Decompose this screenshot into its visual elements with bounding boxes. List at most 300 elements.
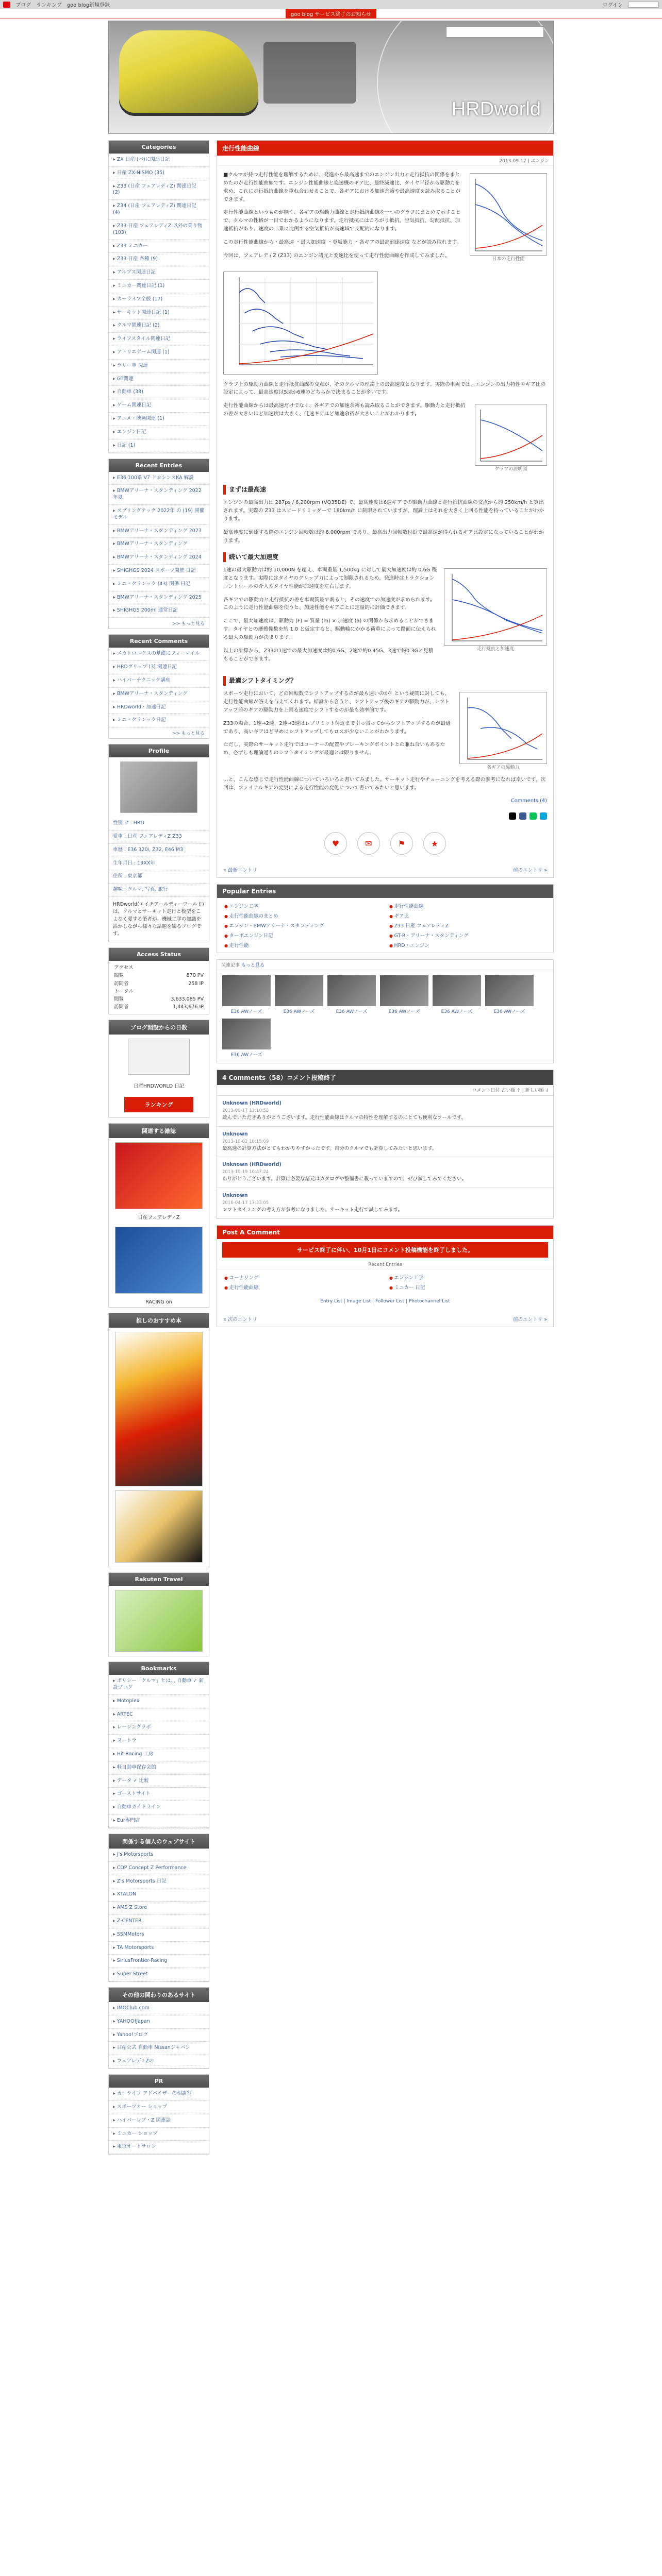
sidebar (108, 140, 209, 2160)
profile-title: Profile (109, 744, 209, 757)
related-item-title[interactable]: E36 AWノーズ (493, 1009, 525, 1015)
profile-avatar (120, 761, 197, 813)
link-item[interactable]: ▸ J's Motorsports (109, 1849, 209, 1862)
related-box (217, 959, 554, 1063)
entry-paragraph-9: 1速の最大駆動力は約 10,000N を超え、車両重量 1,500kg に対して最大加速度は約 0.6G 程度となります。実際にはタイヤのグリップ力によって制限されるため、発進時はトラクションコントロールの介入やタイヤ性能が加速度を左右します。 (223, 567, 437, 589)
reaction-button[interactable]: ★ (423, 832, 446, 855)
comments-list (217, 1095, 553, 1218)
figure-4-caption: 各ギアの駆動力 (487, 765, 520, 771)
categories-list (109, 154, 209, 453)
topbar-item-signup[interactable]: goo blog新規登録 (67, 3, 110, 8)
category-item[interactable]: ▸ 日産 ZX-NISMO (35) (109, 167, 209, 180)
ranking-text[interactable]: 日産HRDWORLD 日記 (133, 1083, 185, 1090)
recent-comment-item[interactable]: ▸ HRDグリップ (3) 関連日記 (109, 661, 209, 674)
comment-date: 2013-09-17 13:10:53 (222, 1108, 269, 1113)
access-label: 訪問者 (114, 1004, 129, 1010)
category-item[interactable]: ▸ 自動車 (38) (109, 386, 209, 399)
reaction-buttons (217, 825, 553, 862)
link-item[interactable]: ▸ AMS Z Store (109, 1902, 209, 1915)
access-value: 3,633,085 PV (171, 996, 204, 1002)
other-site-item[interactable]: ▸ IMOClub.com (109, 2002, 209, 2015)
topbar-search-input[interactable] (628, 2, 659, 8)
recent-comment-item[interactable]: ▸ HRDworld・加速日記 (109, 701, 209, 715)
category-item[interactable]: ▸ ラリー車 関連 (109, 360, 209, 373)
header-car-image (119, 30, 258, 113)
entry-paragraph-1: ■クルマが持つ走行性能を理解するために、発進から最高速までのエンジン出力と走行抵抗の関係をまとめたのが走行性能曲線です。エンジン性能曲線と変速機のギア比、最終減速比、タイヤ半径から駆動力を求め、これに走行抵抗曲線を重ね合わせることで、各ギアにおける加速余裕や最高速度を読み取ることができます。 (223, 172, 460, 202)
figure-2 (475, 404, 547, 473)
bookmark-item[interactable]: ▸ ヌートラ (109, 1735, 209, 1748)
comment-body: 読んでいただきありがとうございます。走行性能曲線はクルマの特性を理解するのにとても便利なツールです。 (222, 1115, 467, 1121)
category-item[interactable]: ▸ 日記 (1) (109, 439, 209, 453)
others-list (109, 2002, 209, 2069)
category-item[interactable]: ▸ ゲーム関連日記 (109, 399, 209, 413)
comment-author[interactable]: Unknown (222, 1193, 248, 1199)
access-value: 1,443,676 IP (173, 1004, 204, 1010)
comment-body: ありがとうございます。計算に必要な諸元はカタログや整備書に載っていますので、ぜひ試してみてください。 (222, 1176, 467, 1182)
comment-item (217, 1157, 553, 1188)
main-graph-gear-2 (244, 309, 283, 324)
popular-entry-link[interactable]: ● ターボエンジン日記 (224, 931, 381, 939)
category-item[interactable]: ▸ クルマ関連日記 (2) (109, 319, 209, 333)
popular-entry-link[interactable]: ● エンジン工学 (224, 902, 381, 909)
comment-body: 最高速の計算方法がとてもわかりやすかったです。自分のクルマでも計算してみたいと思います。 (222, 1145, 437, 1151)
bookmark-item[interactable]: ▸ Motoplex (109, 1695, 209, 1708)
magazine-caption-2: RACING on (145, 1299, 172, 1305)
figure-1-curve-2 (475, 205, 542, 246)
related-thumbnail[interactable] (327, 975, 376, 1006)
figure-2-svg (475, 404, 547, 466)
bookmark-item[interactable]: ▸ Eur専門店 (109, 1815, 209, 1828)
post-comment-title: Post A Comment (217, 1226, 553, 1239)
recent-comments-title: Recent Comments (109, 635, 209, 648)
figure-3-curve-2 (452, 600, 542, 633)
figure-3-svg (444, 569, 547, 646)
popular-entries-title: Popular Entries (217, 885, 553, 898)
related-item-title[interactable]: E36 AWノーズ (230, 1009, 262, 1015)
link-item[interactable]: ▸ SSMMotors (109, 1928, 209, 1942)
ranking-box (108, 1020, 209, 1117)
recent-comment-item[interactable]: ▸ ミニ・クラシック日記 (109, 714, 209, 727)
main-graph-gear-6 (280, 355, 363, 359)
popular-entry-link[interactable]: ● 走行性能曲線 (389, 902, 546, 909)
figure-4-axes (468, 698, 542, 759)
pr-item[interactable]: ▸ 東京オートサロン (109, 2141, 209, 2154)
related-thumbnail[interactable] (222, 975, 271, 1006)
access-row (114, 995, 204, 1003)
category-item[interactable]: ▸ Z33 日産 各種 (9) (109, 253, 209, 266)
other-site-item[interactable]: ▸ Yahoo!ブログ (109, 2029, 209, 2042)
recent-comment-item[interactable]: ▸ メカトロニクスの基礎にフォーマイル (109, 648, 209, 661)
entry-paragraph-11: ここで、最大加速度は、駆動力 (F) = 質量 (m) × 加速度 (a) の関係から求めることができます。タイヤとの摩擦係数を約 1.0 と仮定すると、駆動輪にかかる荷重によって路面に伝えられる最大の駆動力が決まります。 (223, 618, 436, 641)
category-item[interactable]: ▸ GT関連 (109, 373, 209, 386)
entry-paragraph-10: 各ギアでの駆動力と走行抵抗の差を車両質量で割ると、その速度での加速度が求められます。このように走行性能曲線を使うと、加速性能をギアごとに定量的に評価できます。 (223, 597, 435, 611)
popular-entry-link[interactable]: ● ギア比 (389, 912, 546, 919)
related-thumbnail[interactable] (485, 975, 534, 1006)
link-item[interactable]: ▸ Z-CENTER (109, 1915, 209, 1928)
figure-2-axes (481, 410, 542, 461)
notice-bar (0, 9, 662, 19)
bookmark-item[interactable]: ▸ ゴーストサイト (109, 1788, 209, 1801)
related-item[interactable] (433, 975, 481, 1014)
pr-title: PR (109, 2075, 209, 2088)
entry-paragraph-4: 今回は、フェアレディZ (Z33) のエンジン諸元と変速比を使って走行性能曲線を作成してみました。 (223, 252, 450, 259)
post-comment-box (217, 1225, 554, 1327)
magazine-cover-2[interactable] (115, 1227, 203, 1294)
related-thumbnail[interactable] (275, 975, 323, 1006)
popular-entry-link[interactable]: ● エンジン・BMWアリーナ・スタンディング (224, 922, 381, 929)
comment-item (217, 1126, 553, 1157)
hatena-share-icon[interactable] (540, 812, 547, 820)
footer-links[interactable]: Entry List | Image List | Follower List | Photochannel List (320, 1298, 450, 1304)
section-heading-1: まずは最高速 (223, 485, 547, 495)
x-share-icon[interactable] (509, 812, 516, 820)
post-recent-link[interactable]: ● コーナリング (224, 1274, 381, 1281)
recent-entries-box (108, 459, 209, 630)
main-graph-gear-1 (239, 289, 265, 303)
top-bar (0, 0, 662, 9)
entry-paragraph-2: 走行性能曲線というものが無く、各ギアの駆動力曲線と走行抵抗曲線を一つのグラフにまとめて示すことで、クルマの性格が一目でわかるようになります。走行抵抗にはころがり抵抗、空気抵抗、勾配抵抗、加速抵抗があり、速度の二乗に比例する空気抵抗が高速域で支配的になります。 (223, 210, 461, 232)
bookmark-item[interactable]: ▸ レーシングラボ (109, 1721, 209, 1735)
site-brand[interactable]: HRDworld (451, 98, 541, 120)
entry-paragraph-14: Z33の場合、1速→2速、2速→3速はレブリミット付近まで引っ張ってからシフトアップするのが最適であり、高いギアほど早めにシフトアップしてもロスが少ないことがわかります。 (223, 720, 451, 735)
bookmark-item[interactable]: ▸ ARTEC (109, 1708, 209, 1722)
category-item[interactable]: ▸ サーキット関連日記 (1) (109, 307, 209, 320)
bookmark-item[interactable]: ▸ 自動車ガイドライン (109, 1801, 209, 1815)
entry-paragraph-7: エンジンの最高出力は 287ps / 6,200rpm (VQ35DE) で、最高速度は6速ギアでの駆動力曲線と走行抵抗曲線の交点から約 250km/h と算出されます。実際の Z33 はスピードリミッターで 180km/h に制限されていますが、理論上はそれを大きく上回る性能を持っていることがわかります。 (223, 500, 544, 522)
category-item[interactable]: ▸ Z33 (日産 フェアレディZ) 関連日記 (2) (109, 180, 209, 200)
figure-2-graph (475, 404, 547, 466)
related-thumbnail[interactable] (433, 975, 481, 1006)
access-box (108, 947, 209, 1014)
book-title: 推しのおすすめ本 (109, 1313, 209, 1328)
book-cover-2[interactable] (115, 1490, 203, 1563)
category-item[interactable]: ▸ ミニカー関連日記 (1) (109, 280, 209, 293)
bookmarks-box (108, 1662, 209, 1828)
main-graph (223, 272, 378, 375)
main-content (217, 140, 554, 1333)
related-item-title[interactable]: E36 AWノーズ (283, 1009, 315, 1015)
figure-3-caption: 走行抵抗と加速度 (476, 647, 514, 652)
entry-paragraph-13: スポーツ走行において、どの回転数でシフトアップするのが最も速いのか？という疑問に対しても、走行性能曲線が答えを与えてくれます。結論から言うと、シフトアップ後のギアの駆動力が、シフトアップ前のギアの駆動力を上回る速度でシフトするのが最も効率的です。 (223, 691, 450, 713)
share-buttons (217, 810, 553, 825)
site-logo-icon[interactable] (3, 2, 10, 8)
section-heading-3: 最適シフトタイミング？ (223, 676, 547, 686)
figure-3-axes (452, 574, 542, 641)
ranking-title: ブログ開設からの日数 (109, 1020, 209, 1035)
comments-link[interactable] (223, 797, 547, 805)
category-item[interactable]: ▸ Z33 日産 フェアレディZ 以外の乗り物 (103) (109, 220, 209, 240)
comment-date: 2013-10-19 10:47:24 (222, 1170, 269, 1175)
popular-entry-link[interactable]: ● HRD・エンジン (389, 941, 546, 948)
figure-3-curve-1 (452, 579, 542, 631)
recent-entry-item[interactable]: ▸ BMWアリーナ・スタンディング 2023 (109, 525, 209, 538)
access-label: 訪問者 (114, 980, 129, 987)
figure-3-graph (444, 568, 547, 646)
recent-entry-item[interactable]: ▸ BMWアリーナ・スタンディング 2022年夏 (109, 485, 209, 505)
main-graph-svg (224, 272, 378, 375)
comment-author[interactable]: Unknown (222, 1131, 248, 1137)
popular-entry-link[interactable]: ● 走行性能 (224, 941, 381, 948)
figure-2-resistance (481, 435, 542, 459)
access-row (114, 972, 204, 979)
comment-item (217, 1188, 553, 1218)
category-item[interactable]: ▸ アトリエゲーム関連 (1) (109, 346, 209, 360)
recent-entries-more-link[interactable]: >> もっと見る (172, 621, 205, 627)
profile-text: HRDworld(エイチアールディーワールド)は、クルマとサーキット走行と模型をこよなく愛する筆者が、機械工学の知識を活かしながら様々な話題を綴るブログです。 (113, 902, 204, 937)
comment-body: シフトタイミングの考え方が参考になりました。サーキット走行で試してみます。 (222, 1207, 403, 1213)
comments-link-text[interactable]: Comments (4) (510, 798, 547, 804)
entry-paragraph-16: …と、こんな感じで走行性能曲線についていろいろと書いてみました。サーキット走行やチューニングを考える際の参考になれば幸いです。次回は、ファイナルギアの変更による走行性能の変化について書いてみたいと思います。 (223, 776, 546, 791)
related-item-title[interactable]: E36 AWノーズ (336, 1009, 368, 1015)
comments-title: 4 Comments（58）コメント投稿終了 (217, 1070, 553, 1085)
footer-nav-prev[interactable]: « 次のエントリ (223, 1316, 257, 1323)
ranking-image[interactable] (128, 1039, 190, 1075)
magazine-box (108, 1123, 209, 1308)
main-graph-gear-3 (252, 327, 304, 338)
access-row (114, 988, 204, 995)
magazine-cover-1[interactable] (115, 1142, 203, 1209)
popular-entries-grid (217, 898, 553, 953)
category-item[interactable]: ▸ Z34 (日産 フェアレディZ) 関連日記 (4) (109, 200, 209, 220)
ranking-badge[interactable]: ランキング (124, 1097, 193, 1112)
access-label: トータル (114, 988, 134, 994)
other-site-item[interactable]: ▸ YAHOO!Japan (109, 2015, 209, 2029)
rakuten-box (108, 1572, 209, 1656)
book-box (108, 1313, 209, 1567)
recent-entry-item[interactable]: ▸ SHIGHGS 2024 スポーツ開催 日記 (109, 565, 209, 578)
related-item-title[interactable]: E36 AWノーズ (230, 1053, 262, 1058)
entry-paragraph-6: 走行性能曲線からは最高速だけでなく、各ギアでの加速余裕も読み取ることができます。駆動力と走行抵抗の差が大きいほど加速度は大きく、低速ギアほど加速余裕が大きいことがわかります。 (223, 403, 466, 417)
post-recent-title: Recent Entries (217, 1261, 553, 1269)
figure-4-curve-2 (481, 727, 537, 749)
access-row (114, 1003, 204, 1011)
bookmark-item[interactable]: ▸ 軽自動車保存会館 (109, 1761, 209, 1775)
recent-comment-item[interactable]: ▸ BMWアリーナ・スタンディング (109, 688, 209, 701)
recent-entry-item[interactable]: ▸ BMWアリーナ・スタンディング (109, 538, 209, 551)
related-thumbnail[interactable] (380, 975, 428, 1006)
pr-item[interactable]: ▸ ハイパーレブ・Z 関連誌 (109, 2114, 209, 2128)
entry-nav-prev[interactable]: « 最新エントリ (223, 868, 257, 874)
access-title: Access Status (109, 948, 209, 961)
link-item[interactable]: ▸ Super Street (109, 1968, 209, 1981)
topbar-item-login[interactable]: ログイン (602, 3, 623, 8)
category-item[interactable]: ▸ カーライフ全般 (17) (109, 293, 209, 307)
bookmarks-list (109, 1675, 209, 1828)
access-value: 870 PV (186, 973, 204, 979)
pr-item[interactable]: ▸ カーライフ アドバイザーの相談室 (109, 2088, 209, 2101)
popular-entries-box (217, 884, 554, 953)
figure-1-graph (470, 173, 547, 256)
entry-nav (217, 862, 553, 877)
entry-paragraph-8: 最高速度に到達する際のエンジン回転数は約 6,000rpm であり、最高出力回転数付近で最高速が得られるギア比設定になっていることがわかります。 (223, 529, 544, 544)
facebook-share-icon[interactable] (519, 812, 526, 820)
category-item[interactable]: ▸ ZX 日産 (パ)に関連日記 (109, 154, 209, 167)
figure-1 (470, 173, 547, 263)
profile-item[interactable]: 性別 ♂ : HRD (109, 817, 209, 831)
main-graph-gear-5 (270, 350, 350, 356)
page-wrapper (108, 21, 554, 2576)
related-grid (217, 970, 553, 1063)
book-cover-1[interactable] (115, 1332, 203, 1486)
related-item[interactable] (222, 975, 271, 1014)
related-item[interactable] (485, 975, 534, 1014)
category-item[interactable]: ▸ Z33 ミニカー (109, 240, 209, 253)
figure-4-svg (460, 692, 547, 764)
figure-2-curve (481, 420, 542, 451)
entry-paragraph-5: グラフ上の駆動力曲線と走行抵抗曲線の交点が、そのクルマの理論上の最高速度となります。実際の車両では、エンジンの出力特性やギア比の設定によって、最高速度は5速か6速のどちらかで決まることが多いです。 (223, 381, 546, 396)
related-item[interactable] (222, 1019, 271, 1058)
bookmark-item[interactable]: ▸ データ ✓ 比較 (109, 1775, 209, 1788)
header-engine-image (263, 42, 356, 104)
recent-entries-title: Recent Entries (109, 459, 209, 472)
link-item[interactable]: ▸ SiriusFrontier-Racing (109, 1955, 209, 1968)
entry-paragraph-15: ただし、実際のサーキット走行ではコーナーの配置やブレーキングポイントとの兼ね合いもあるため、必ずしも理論通りのシフトタイミングが最適とは限りません。 (223, 742, 445, 756)
related-item[interactable] (327, 975, 376, 1014)
profile-item[interactable]: 愛車 : 日産 フェアレディZ Z33 (109, 831, 209, 844)
related-item-title[interactable]: E36 AWノーズ (441, 1009, 473, 1015)
related-item[interactable] (275, 975, 323, 1014)
line-share-icon[interactable] (529, 812, 537, 820)
figure-4 (459, 692, 547, 772)
post-recent-link[interactable]: ● ミニカー 日記 (389, 1283, 546, 1291)
category-item[interactable]: ▸ ライフスタイル関連日記 (109, 333, 209, 346)
others-box (108, 1987, 209, 2069)
post-recent-link[interactable]: ● エンジン工学 (389, 1274, 546, 1281)
post-recent-link[interactable]: ● 走行性能曲線 (224, 1283, 381, 1291)
recent-entry-item[interactable]: ▸ E36 100系 V7 トヨシンスKA 解説 (109, 472, 209, 485)
recent-entry-item[interactable]: ▸ BMWアリーナ・スタンディング 2024 (109, 551, 209, 565)
profile-list (109, 817, 209, 897)
recent-comments-list (109, 648, 209, 727)
bookmark-item[interactable]: ▸ Hit Racing 工房 (109, 1748, 209, 1761)
related-item-title[interactable]: E36 AWノーズ (388, 1009, 420, 1015)
entry-paragraph-12: 以上の計算から、Z33の1速での最大加速度は約0.6G、2速で約0.45G、3速で約0.3Gと見積もることができます。 (223, 648, 434, 662)
profile-item[interactable]: 生年月日 : 19XX年 (109, 857, 209, 871)
other-site-item[interactable]: ▸ 日産公式 自動車 Nissanジャパン (109, 2042, 209, 2055)
access-value: 258 IP (188, 980, 204, 987)
topbar-item-blog[interactable]: ブログ (15, 3, 31, 8)
popular-entry-link[interactable]: ● Z33 日産 フェアレディZ (389, 922, 546, 929)
related-title: 関連記事 (221, 963, 240, 969)
other-site-item[interactable]: ▸ フェアレディZの (109, 2055, 209, 2069)
comment-date: 2013-10-02 10:15:09 (222, 1139, 269, 1144)
access-row (114, 964, 204, 972)
figure-1-curve-1 (475, 184, 542, 241)
entry-title[interactable]: 走行性能曲線 (217, 141, 553, 156)
post-comment-closed-notice: サービス終了に伴い、10月1日にコメント投稿機能を終了しました。 (222, 1242, 548, 1258)
entry-meta: 2013-09-17 | エンジン (217, 156, 553, 166)
post-recent-grid (217, 1269, 553, 1295)
category-item[interactable]: ▸ エンジン日記 (109, 426, 209, 439)
figure-1-caption: 日本の走行性能 (492, 257, 525, 262)
categories-title: Categories (109, 141, 209, 154)
link-item[interactable]: ▸ XTALON (109, 1888, 209, 1902)
main-graph-axes (239, 277, 373, 365)
link-item[interactable]: ▸ CDP Concept Z Performance (109, 1862, 209, 1875)
access-label: アクセス (114, 965, 134, 971)
main-graph-grid (239, 277, 373, 365)
reaction-button[interactable]: ✉ (357, 832, 380, 855)
comment-author[interactable]: Unknown (HRDworld) (222, 1100, 282, 1107)
comments-sort[interactable]: コメント日付 古い順 ↑ | 新しい順 ↓ (217, 1085, 553, 1095)
profile-box (108, 744, 209, 942)
site-header (108, 21, 554, 134)
pr-box (108, 2074, 209, 2155)
footer-nav (217, 1311, 553, 1327)
recent-entry-item[interactable]: ▸ BMWアリーナ・スタンディング 2025 (109, 591, 209, 605)
access-stats (109, 961, 209, 1014)
related-title-row (217, 960, 553, 970)
related-thumbnail[interactable] (222, 1019, 271, 1049)
notice-link[interactable]: goo blog サービス終了のお知らせ (286, 9, 376, 19)
figure-2-caption: グラフの説明図 (494, 467, 527, 472)
comments-box (217, 1070, 554, 1218)
comment-author[interactable]: Unknown (HRDworld) (222, 1162, 282, 1168)
pr-item[interactable]: ▸ スポーツカー ショップ (109, 2101, 209, 2114)
links-box (108, 1834, 209, 1982)
figure-4-curve-1 (468, 708, 511, 739)
category-item[interactable]: ▸ アニメ・映画関連 (1) (109, 413, 209, 426)
header-search-input[interactable] (446, 26, 544, 38)
profile-item[interactable]: 住所 : 東京都 (109, 870, 209, 884)
pr-list (109, 2088, 209, 2154)
rakuten-banner[interactable] (115, 1590, 203, 1652)
access-label: 閲覧 (114, 973, 124, 979)
profile-item[interactable]: 趣味 : クルマ, 写真, 旅行 (109, 884, 209, 897)
figure-3 (444, 568, 547, 653)
figure-4-graph (459, 692, 547, 764)
entry-article (217, 140, 554, 878)
profile-item[interactable]: 車歴 : E36 320i, Z32, E46 M3 (109, 844, 209, 857)
recent-comments-more-link[interactable]: >> もっと見る (172, 731, 205, 737)
categories-box (108, 140, 209, 453)
reaction-button[interactable]: ⚑ (390, 832, 413, 855)
pr-item[interactable]: ▸ ミニカー ショップ (109, 2128, 209, 2141)
access-label: 閲覧 (114, 996, 124, 1002)
entry-paragraph-3: この走行性能曲線から・最高速 ・最大加速度 ・登坂能力 ・各ギアの最高到達速度 などが読み取れます。 (223, 240, 462, 246)
figure-1-svg (470, 174, 547, 256)
recent-comments-box (108, 634, 209, 739)
link-item[interactable]: ▸ TA Motorsports (109, 1942, 209, 1955)
access-row (114, 980, 204, 988)
bookmarks-title: Bookmarks (109, 1662, 209, 1675)
entry-nav-next[interactable]: 前のエントリ » (513, 868, 547, 874)
recent-entries-list (109, 472, 209, 618)
rakuten-title: Rakuten Travel (109, 1573, 209, 1586)
comment-date: 2016-04-17 17:33:05 (222, 1200, 269, 1206)
comment-item (217, 1095, 553, 1126)
footer-nav-next[interactable]: 前のエントリ » (513, 1316, 547, 1323)
popular-entry-link[interactable]: ● 走行性能曲線のまとめ (224, 912, 381, 919)
bookmark-item[interactable]: ▸ ポリシー「クルマ」とは... 自動車 ✓ 新設ブログ (109, 1675, 209, 1695)
section-heading-2: 続いて最大加速度 (223, 552, 547, 562)
links-list (109, 1849, 209, 1981)
popular-entry-link[interactable]: ● GT-R・アリーナ・スタンディング (389, 931, 546, 939)
recent-entry-item[interactable]: ▸ スプリングテック 2022年 の (19) 開催モデル (109, 505, 209, 525)
related-item[interactable] (380, 975, 428, 1014)
recent-entry-item[interactable]: ▸ SHIGHGS 200ml 通常日記 (109, 604, 209, 618)
recent-entry-item[interactable]: ▸ ミニ・クラシック (43) 関係 日記 (109, 578, 209, 591)
magazine-caption-1: 日産フェアレディZ (138, 1214, 180, 1221)
link-item[interactable]: ▸ Z's Motorsports 日記 (109, 1875, 209, 1889)
related-more-link[interactable]: もっと見る (241, 963, 264, 969)
magazine-title: 関連する雑誌 (109, 1124, 209, 1138)
topbar-item-ranking[interactable]: ランキング (36, 3, 62, 8)
reaction-button[interactable]: ♥ (324, 832, 347, 855)
category-item[interactable]: ▸ アルプス関連日記 (109, 266, 209, 280)
recent-comment-item[interactable]: ▸ ハイパーテクニック講座 (109, 674, 209, 688)
entry-body (217, 166, 553, 810)
